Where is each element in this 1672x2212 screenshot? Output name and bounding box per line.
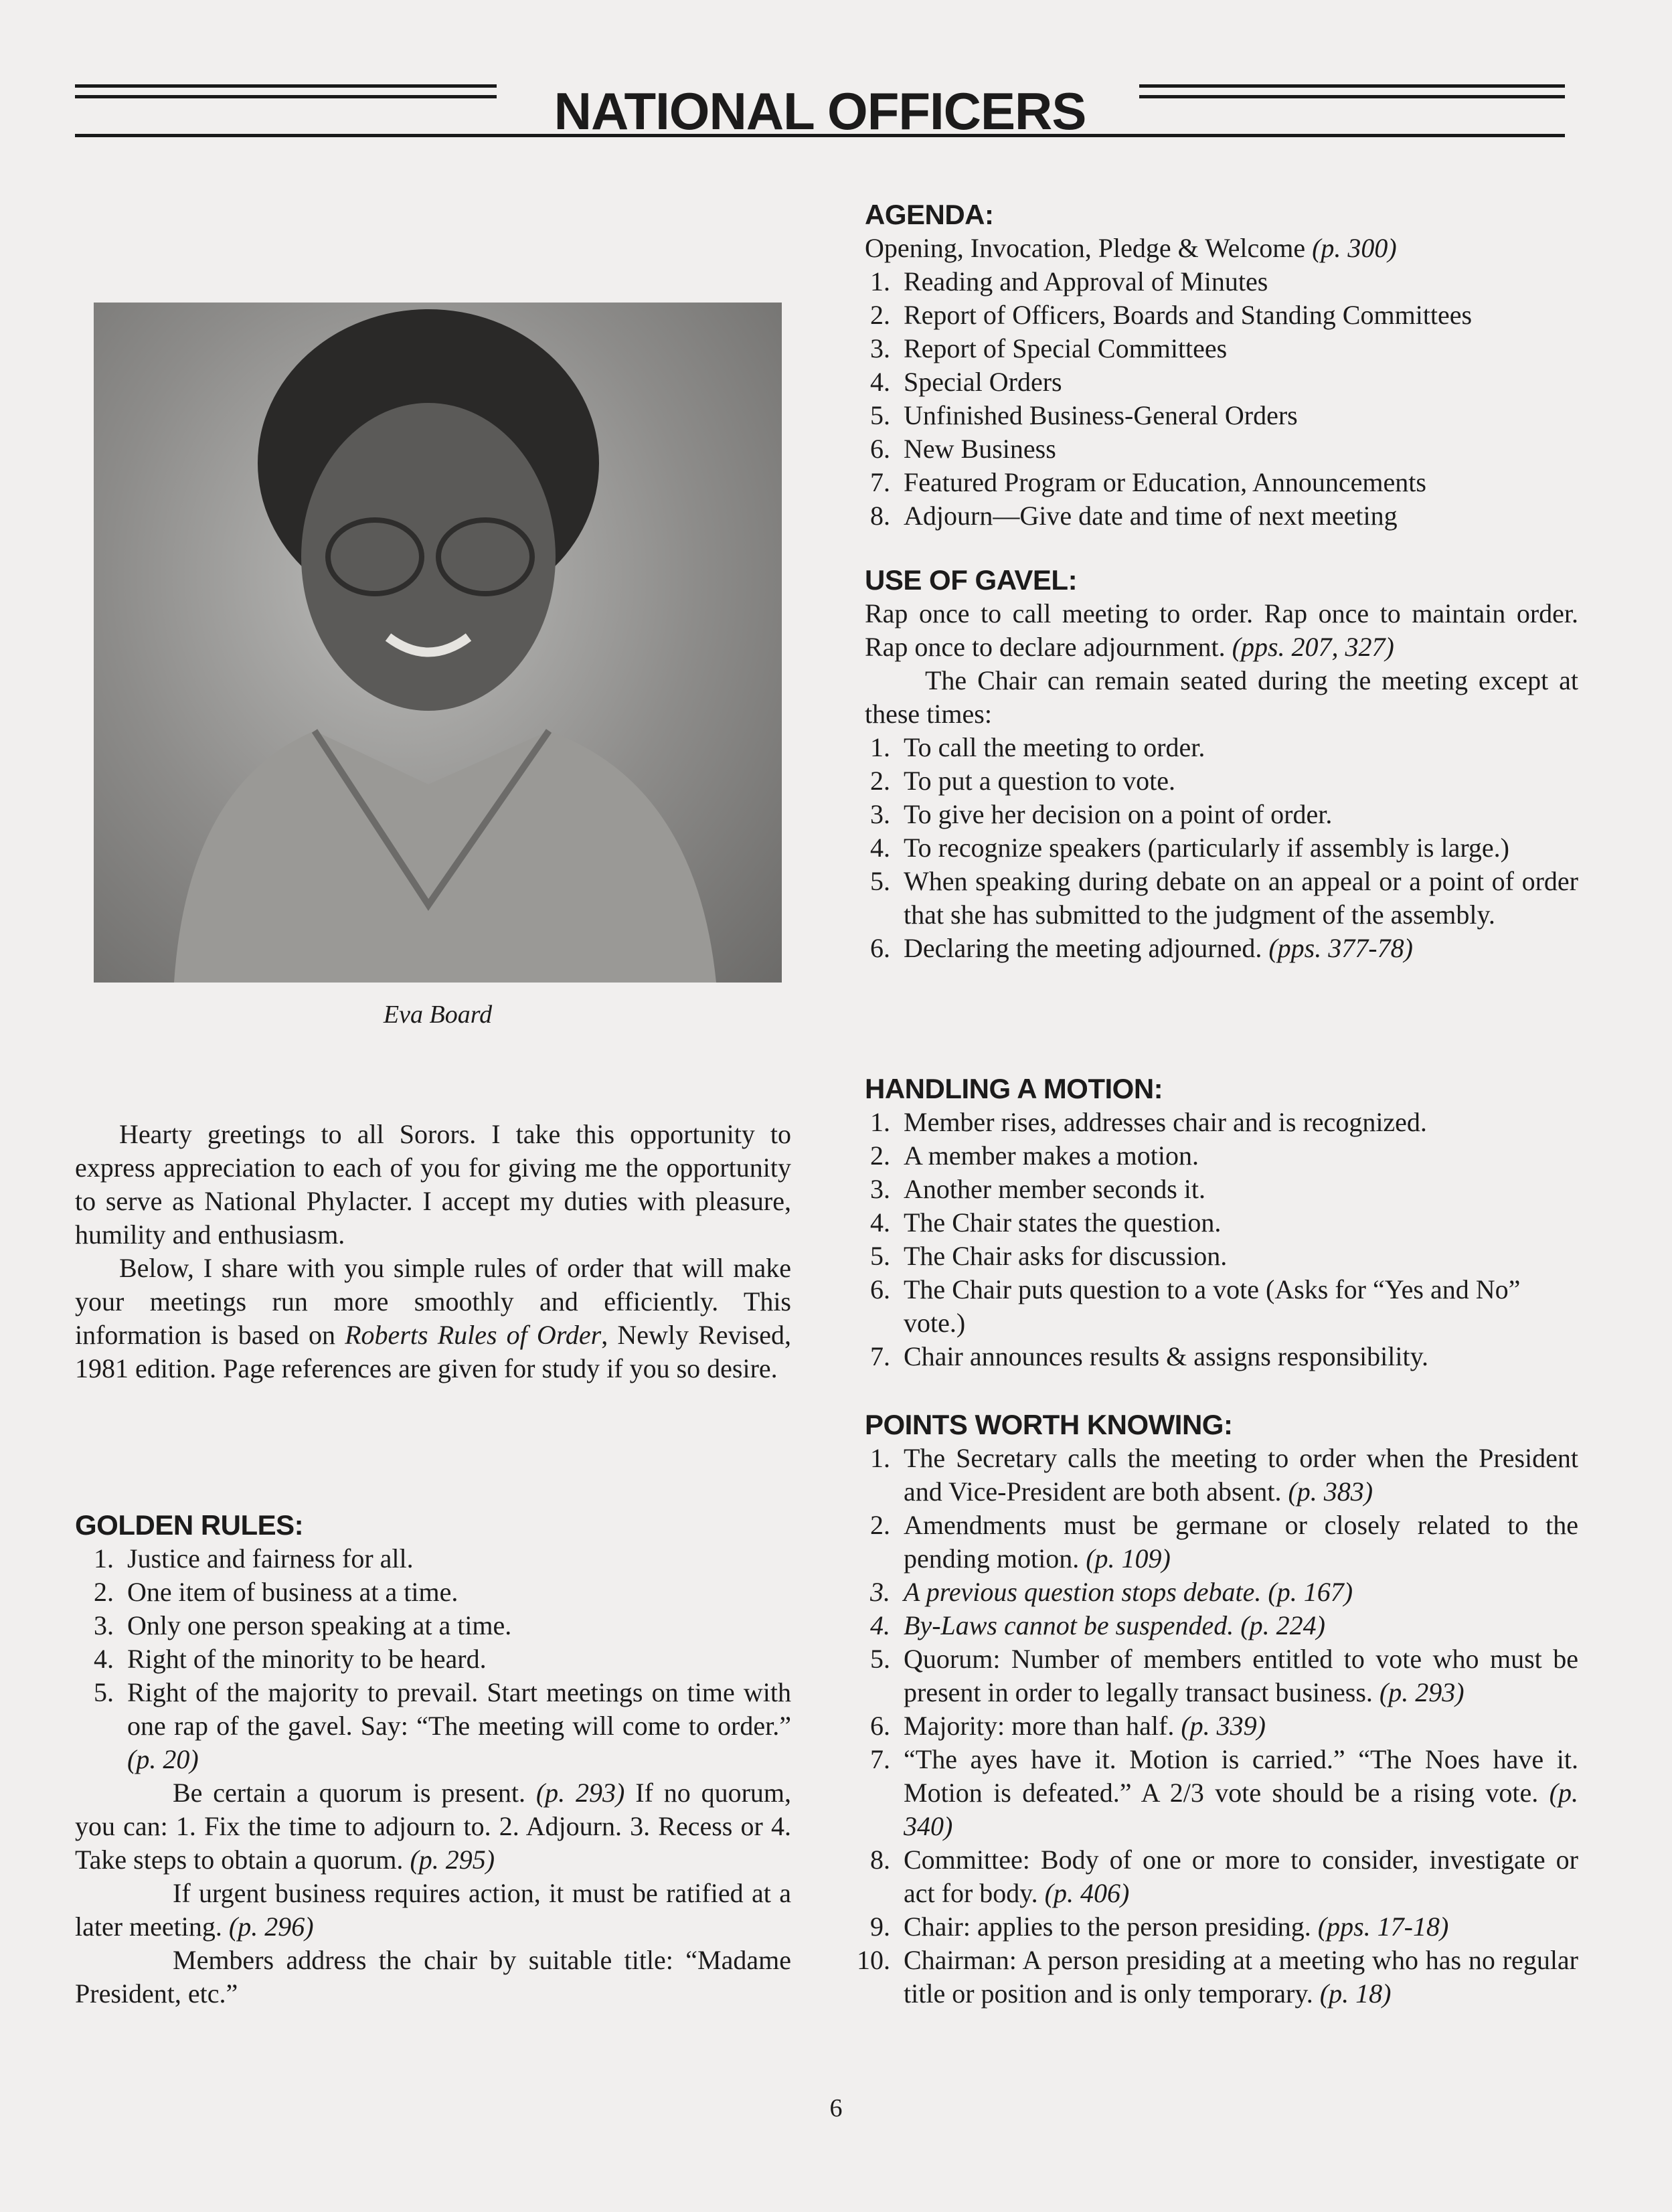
list-item: 5. The Chair asks for discussion. — [870, 1241, 1228, 1271]
page-number: 6 — [829, 2094, 843, 2122]
list-item: 6. New Business — [870, 434, 1056, 464]
photo-caption: Eva Board — [383, 1001, 493, 1029]
gavel-list — [851, 731, 1578, 965]
list-item: 3. Report of Special Committees — [870, 333, 1228, 363]
urgent-paragraph: If urgent business requires action, it must be ratified at a later meeting. (p. 296) — [75, 1878, 791, 1942]
page-title: NATIONAL OFFICERS — [554, 82, 1086, 141]
list-item: 5. Quorum: Number of members entitled to vote who must be present in order to legally transact business. (p. 293) — [870, 1644, 1578, 1707]
list-item: 8. Committee: Body of one or more to consider, investigate or act for body. (p. 406) — [870, 1845, 1578, 1908]
golden-rules-section — [75, 1509, 791, 2011]
motion-heading: HANDLING A MOTION: — [865, 1073, 1163, 1104]
list-item: 2. Amendments must be germane or closely related to the pending motion. (p. 109) — [870, 1510, 1578, 1573]
gavel-paragraph: Rap once to call meeting to order. Rap once to maintain order. Rap once to declare adjournment. (pps. 207, 327) — [865, 598, 1578, 662]
portrait-photo — [94, 303, 782, 983]
list-item: 3. A previous question stops debate. (p. 167) — [870, 1577, 1353, 1607]
list-item: 9. Chair: applies to the person presiding. (pps. 17-18) — [870, 1911, 1449, 1942]
list-item: 1. To call the meeting to order. — [870, 732, 1205, 762]
list-item: 3. Another member seconds it. — [870, 1174, 1205, 1204]
list-item: 8. Adjourn—Give date and time of next meeting — [870, 501, 1398, 531]
quorum-paragraph: Be certain a quorum is present. (p. 293) If no quorum, you can: 1. Fix the time to adjourn to. 2. Adjourn. 3. Recess or 4. Take steps to obtain a quorum. (p. 295) — [75, 1778, 791, 1875]
list-item: 10. Chairman: A person presiding at a meeting who has no regular title or position and is only temporary. (p. 18) — [857, 1945, 1578, 2009]
list-item: 5. When speaking during debate on an appeal or a point of order that she has submitted to the judgment of the assembly. — [870, 866, 1578, 930]
intro-paragraph — [75, 1252, 791, 1385]
intro-paragraph: Hearty greetings to all Sorors. I take this opportunity to express appreciation to each of you for giving me the opportunity to serve as National Phylacter. I accept my duties with pleasure, humility and enthusiasm. — [75, 1119, 791, 1250]
golden-rules-heading: GOLDEN RULES: — [75, 1509, 304, 1541]
motion-list — [851, 1106, 1578, 1373]
agenda-heading: AGENDA: — [865, 199, 994, 230]
list-item: 6. Majority: more than half. (p. 339) — [870, 1711, 1266, 1741]
list-item: 4. To recognize speakers (particularly if assembly is large.) — [870, 833, 1509, 863]
gavel-paragraph: The Chair can remain seated during the meeting except at these times: — [865, 665, 1578, 729]
agenda-list — [851, 265, 1578, 533]
list-item: 4. By-Laws cannot be suspended. (p. 224) — [870, 1610, 1325, 1640]
page-header — [75, 79, 1565, 142]
list-item: 7. Chair announces results & assigns responsibility. — [870, 1341, 1428, 1371]
list-item: 7. “The ayes have it. Motion is carried.” “The Noes have it. Motion is defeated.” A 2/3 vote should be a rising vote. (p. 340) — [870, 1744, 1578, 1841]
list-item: 2. One item of business at a time. — [94, 1577, 458, 1607]
points-heading: POINTS WORTH KNOWING: — [865, 1409, 1233, 1440]
gavel-section — [865, 564, 1578, 965]
address-paragraph: Members address the chair by suitable title: “Madame President, etc.” — [75, 1945, 791, 2009]
motion-section — [865, 1072, 1578, 1373]
list-item: 4. The Chair states the question. — [870, 1207, 1222, 1238]
list-item: 6. Declaring the meeting adjourned. (pps. 377-78) — [870, 933, 1413, 963]
list-item: 2. Report of Officers, Boards and Standing Committees — [870, 300, 1473, 330]
golden-rules-list — [75, 1542, 791, 1776]
points-list — [851, 1442, 1578, 2011]
list-item: 6. The Chair puts question to a vote (Asks for “Yes and No” vote.) — [870, 1274, 1521, 1338]
list-item: 2. A member makes a motion. — [870, 1140, 1199, 1171]
list-item: 1. Member rises, addresses chair and is recognized. — [870, 1107, 1427, 1137]
list-item: 7. Featured Program or Education, Announcements — [870, 467, 1426, 497]
list-item: 1. The Secretary calls the meeting to order when the President and Vice-President are both absent. (p. 383) — [870, 1443, 1578, 1507]
agenda-section — [865, 198, 1578, 533]
list-item: 3. Only one person speaking at a time. — [94, 1610, 512, 1640]
list-item: 4. Right of the minority to be heard. — [94, 1644, 487, 1674]
list-item: 1. Reading and Approval of Minutes — [870, 266, 1268, 296]
agenda-opening: Opening, Invocation, Pledge & Welcome (p. 300) — [865, 233, 1397, 263]
gavel-heading: USE OF GAVEL: — [865, 564, 1078, 596]
list-item: 5. Unfinished Business-General Orders — [870, 400, 1298, 430]
points-section — [857, 1408, 1578, 2011]
intro-text: , Newly Revised, 1981 edition. Page references are given for study if you so desire. — [75, 1320, 791, 1383]
list-item: 5. Right of the majority to prevail. Start meetings on time with one rap of the gavel. Say: “The meeting will come to order.” (p. 20) — [94, 1677, 791, 1774]
list-item: 2. To put a question to vote. — [870, 766, 1176, 796]
list-item: 4. Special Orders — [870, 367, 1062, 397]
list-item: 3. To give her decision on a point of order. — [870, 799, 1333, 829]
list-item: 1. Justice and fairness for all. — [94, 1543, 414, 1573]
intro-section — [75, 1118, 791, 1385]
portrait-illustration — [94, 303, 782, 983]
intro-text: Below, I share with you simple rules of order that will make your meetings run more smoothly and efficiently. This information is based on — [75, 1253, 791, 1350]
book-title: Roberts Rules of Order — [345, 1320, 602, 1350]
